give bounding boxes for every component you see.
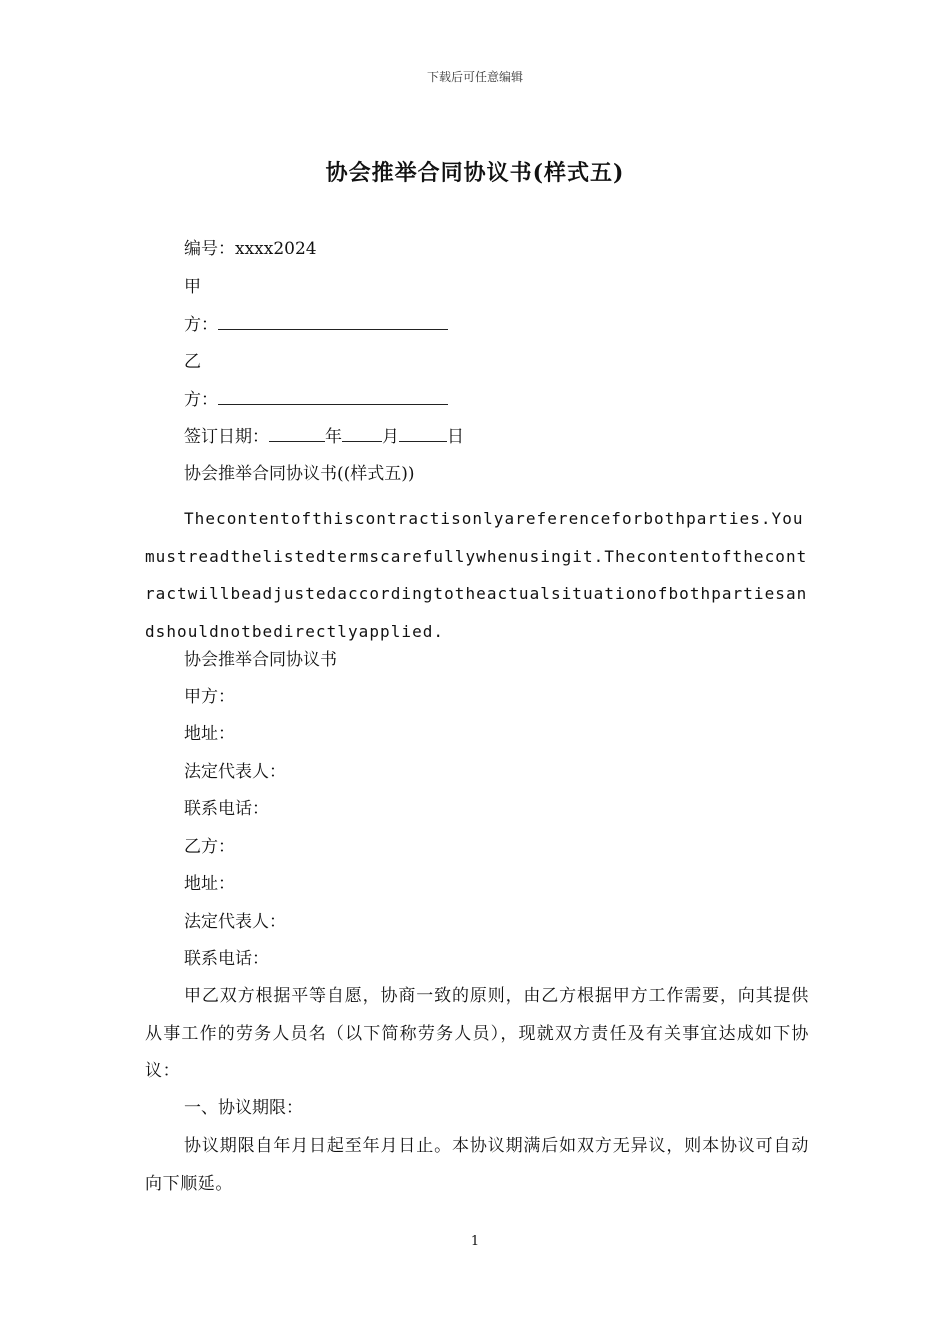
subtitle: 协会推举合同协议书((样式五)) — [184, 464, 415, 484]
sign-date-line — [184, 425, 464, 448]
year-label: 年 — [325, 427, 342, 447]
party-b-line — [184, 388, 448, 411]
contract-heading: 协会推举合同协议书 — [184, 650, 337, 670]
party-b-char: 乙 — [184, 352, 201, 372]
party-a-line — [184, 313, 448, 336]
page-number: 1 — [470, 1234, 480, 1249]
month-label: 月 — [382, 427, 399, 447]
english-notice: Thecontentofthiscontractisonlyareferenceforbothparties.Youmustreadthelistedtermscarefullywhenusingit.Thecontentofthecontractwillbeadjustedaccordingtotheactualsituationofbothpartiesandshouldnotbedirectlyapplied. — [145, 509, 808, 641]
header-note: 下载后可任意编辑 — [426, 70, 523, 84]
sign-date-label: 签订日期： — [184, 427, 269, 447]
party-b-blank — [218, 388, 448, 405]
party-b-field: 乙方： — [184, 837, 235, 857]
intro-paragraph: 甲乙双方根据平等自愿，协商一致的原则，由乙方根据甲方工作需要，向其提供从事工作的劳务人员名（以下简称劳务人员），现就双方责任及有关事宜达成如下协议： — [145, 986, 809, 1081]
party-a-blank — [218, 313, 448, 330]
section1-paragraph: 协议期限自年月日起至年月日止。本协议期满后如双方无异议，则本协议可自动向下顺延。 — [145, 1136, 809, 1194]
section1-heading: 一、协议期限： — [184, 1098, 303, 1118]
document-title: 协会推举合同协议书(样式五) — [325, 160, 625, 186]
party-a-label: 方： — [184, 315, 218, 335]
day-label: 日 — [447, 427, 464, 447]
party-b-address: 地址： — [184, 874, 235, 894]
party-a-legal-rep: 法定代表人： — [184, 762, 286, 782]
year-blank — [269, 425, 325, 442]
party-b-phone: 联系电话： — [184, 949, 269, 969]
day-blank — [399, 425, 447, 442]
party-a-field: 甲方： — [184, 687, 235, 707]
party-a-phone: 联系电话： — [184, 799, 269, 819]
month-blank — [342, 425, 382, 442]
party-b-legal-rep: 法定代表人： — [184, 912, 286, 932]
contract-number-line — [184, 238, 317, 260]
contract-number-label: 编号： — [184, 239, 235, 259]
party-a-char: 甲 — [184, 277, 201, 297]
contract-number-value: xxxx2024 — [235, 239, 317, 259]
party-b-label: 方： — [184, 390, 218, 410]
party-a-address: 地址： — [184, 724, 235, 744]
